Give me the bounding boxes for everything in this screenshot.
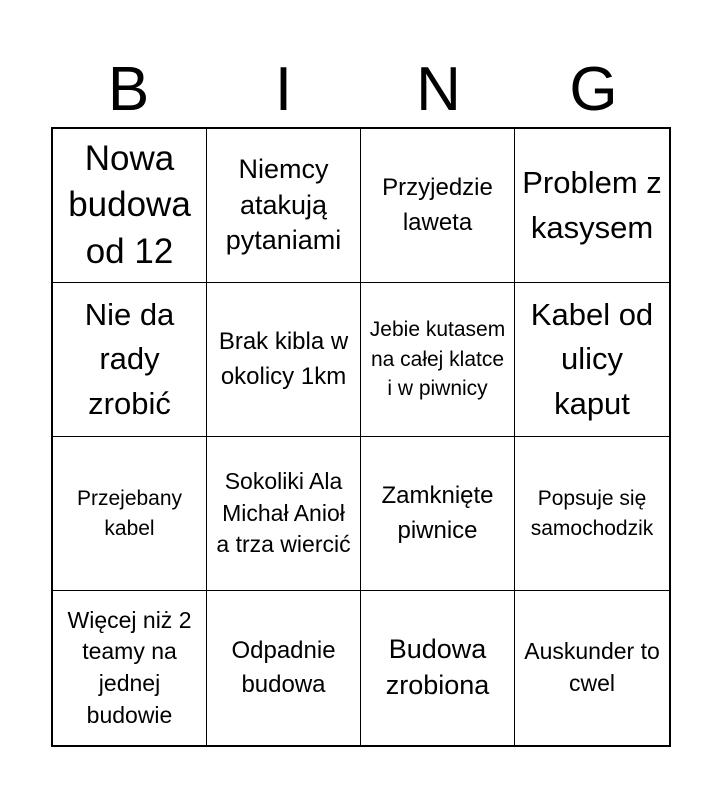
bingo-cell-r1c4[interactable]: [515, 129, 669, 283]
bingo-cell-r3c2[interactable]: [207, 437, 361, 591]
cell-label: Odpadnie budowa: [231, 636, 336, 698]
header-letter-n: N: [416, 55, 461, 124]
bingo-cell-r2c1[interactable]: [53, 283, 207, 437]
cell-label: Kabel od ulicy kaput: [530, 297, 654, 421]
bingo-cell-r2c3[interactable]: [361, 283, 515, 437]
bingo-board: [51, 127, 671, 747]
bingo-header: [51, 52, 671, 128]
cell-label: Brak kibla w okolicy 1km: [218, 328, 349, 390]
cell-label: Przejebany kabel: [76, 487, 183, 540]
cell-label: Nie da rady zrobić: [84, 297, 175, 421]
cell-label: Jebie kutasem na całej klatce i w piwnicy: [369, 318, 506, 401]
cell-label: Nowa budowa od 12: [68, 139, 191, 271]
cell-label: Problem z kasysem: [522, 165, 662, 245]
bingo-cell-r3c1[interactable]: [53, 437, 207, 591]
cell-label: Popsuje się samochodzik: [530, 487, 654, 540]
cell-label: Więcej niż 2 teamy na jednej budowie: [67, 606, 192, 728]
cell-label: Zamknięte piwnice: [381, 482, 494, 544]
bingo-cell-r1c2[interactable]: [207, 129, 361, 283]
bingo-cell-r4c3[interactable]: [361, 591, 515, 745]
bingo-cell-r2c2[interactable]: [207, 283, 361, 437]
cell-label: Budowa zrobiona: [385, 634, 490, 700]
bingo-cell-r4c2[interactable]: [207, 591, 361, 745]
bingo-cell-r3c4[interactable]: [515, 437, 669, 591]
header-letter-g: G: [569, 55, 618, 124]
bingo-cell-r1c1[interactable]: [53, 129, 207, 283]
header-letter-b: B: [107, 55, 150, 124]
cell-label: Przyjedzie laweta: [382, 174, 493, 236]
bingo-cell-r4c4[interactable]: [515, 591, 669, 745]
bingo-cell-r3c3[interactable]: [361, 437, 515, 591]
cell-label: Auskunder to cwel: [524, 638, 660, 696]
cell-label: Sokoliki Ala Michał Anioł a trza wiercić: [216, 467, 351, 558]
cell-label: Niemcy atakują pytaniami: [225, 154, 342, 256]
bingo-cell-r4c1[interactable]: [53, 591, 207, 745]
bingo-cell-r1c3[interactable]: [361, 129, 515, 283]
header-letter-i: I: [274, 55, 293, 124]
bingo-cell-r2c4[interactable]: [515, 283, 669, 437]
